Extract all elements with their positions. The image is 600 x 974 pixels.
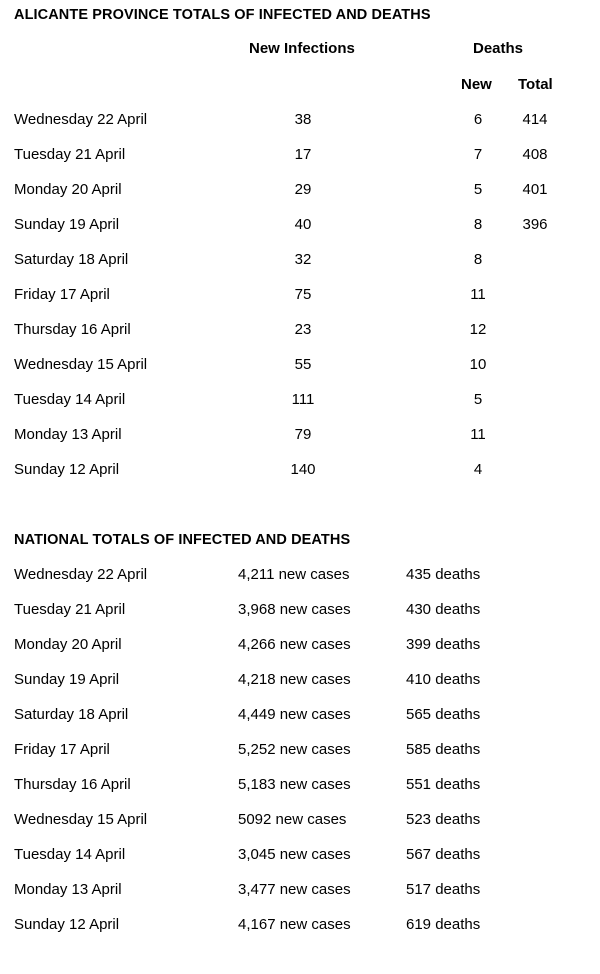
header-deaths-total: Total <box>518 76 553 93</box>
row-deaths: 551 deaths <box>406 776 481 793</box>
alicante-title: ALICANTE PROVINCE TOTALS OF INFECTED AND DEATHS <box>14 7 431 23</box>
row-total-deaths: 396 <box>522 216 548 233</box>
row-deaths: 565 deaths <box>406 706 481 723</box>
row-day: Thursday 16 April <box>14 321 131 338</box>
row-day: Wednesday 22 April <box>14 111 148 128</box>
row-new-deaths: 11 <box>470 286 486 303</box>
row-new-cases: 4,167 new cases <box>238 916 351 933</box>
row-day: Monday 13 April <box>14 881 122 898</box>
row-new-infections: 32 <box>294 251 312 268</box>
row-day: Monday 20 April <box>14 181 122 198</box>
row-day: Friday 17 April <box>14 286 110 303</box>
row-new-cases: 3,045 new cases <box>238 846 351 863</box>
header-deaths: Deaths <box>473 40 524 57</box>
row-day: Tuesday 21 April <box>14 601 126 618</box>
row-deaths: 430 deaths <box>406 601 481 618</box>
row-new-infections: 17 <box>294 146 312 163</box>
row-day: Tuesday 21 April <box>14 146 126 163</box>
row-day: Friday 17 April <box>14 741 110 758</box>
row-day: Wednesday 15 April <box>14 356 148 373</box>
row-day: Saturday 18 April <box>14 251 129 268</box>
row-day: Thursday 16 April <box>14 776 131 793</box>
row-new-infections: 29 <box>294 181 312 198</box>
row-deaths: 567 deaths <box>406 846 481 863</box>
row-new-deaths: 10 <box>469 356 487 373</box>
row-day: Sunday 19 April <box>14 671 120 688</box>
row-new-infections: 55 <box>294 356 312 373</box>
row-new-cases: 5092 new cases <box>238 811 347 828</box>
row-new-cases: 4,266 new cases <box>238 636 351 653</box>
row-day: Sunday 12 April <box>14 461 120 478</box>
row-day: Tuesday 14 April <box>14 846 126 863</box>
row-new-cases: 3,477 new cases <box>238 881 351 898</box>
header-new-infections: New Infections <box>249 40 355 57</box>
row-new-infections: 40 <box>294 216 312 233</box>
row-total-deaths: 408 <box>522 146 548 163</box>
row-new-cases: 4,449 new cases <box>238 706 351 723</box>
row-new-infections: 38 <box>294 111 312 128</box>
row-day: Wednesday 15 April <box>14 811 148 828</box>
row-deaths: 399 deaths <box>406 636 481 653</box>
row-new-deaths: 6 <box>473 111 483 128</box>
row-day: Monday 20 April <box>14 636 122 653</box>
header-deaths-new: New <box>461 76 492 93</box>
row-new-infections: 140 <box>290 461 316 478</box>
row-deaths: 523 deaths <box>406 811 481 828</box>
row-new-deaths: 7 <box>473 146 483 163</box>
row-new-infections: 79 <box>294 426 312 443</box>
row-deaths: 619 deaths <box>406 916 481 933</box>
row-day: Sunday 12 April <box>14 916 120 933</box>
row-day: Monday 13 April <box>14 426 122 443</box>
row-deaths: 435 deaths <box>406 566 481 583</box>
row-new-deaths: 8 <box>473 251 483 268</box>
row-new-deaths: 8 <box>473 216 483 233</box>
row-new-cases: 4,218 new cases <box>238 671 351 688</box>
row-total-deaths: 414 <box>522 111 548 128</box>
row-deaths: 410 deaths <box>406 671 481 688</box>
row-new-deaths: 11 <box>470 426 486 443</box>
row-new-deaths: 5 <box>473 391 483 408</box>
row-new-infections: 111 <box>291 391 315 408</box>
row-deaths: 585 deaths <box>406 741 481 758</box>
row-day: Sunday 19 April <box>14 216 120 233</box>
row-new-infections: 75 <box>294 286 312 303</box>
row-new-cases: 5,183 new cases <box>238 776 351 793</box>
row-new-deaths: 5 <box>473 181 483 198</box>
row-new-deaths: 4 <box>473 461 483 478</box>
national-title: NATIONAL TOTALS OF INFECTED AND DEATHS <box>14 532 351 548</box>
row-total-deaths: 401 <box>522 181 548 198</box>
row-day: Tuesday 14 April <box>14 391 126 408</box>
row-new-cases: 4,211 new cases <box>238 566 350 583</box>
row-deaths: 517 deaths <box>406 881 481 898</box>
row-new-cases: 5,252 new cases <box>238 741 351 758</box>
row-new-infections: 23 <box>294 321 312 338</box>
row-day: Wednesday 22 April <box>14 566 148 583</box>
row-new-deaths: 12 <box>469 321 487 338</box>
row-day: Saturday 18 April <box>14 706 129 723</box>
row-new-cases: 3,968 new cases <box>238 601 351 618</box>
